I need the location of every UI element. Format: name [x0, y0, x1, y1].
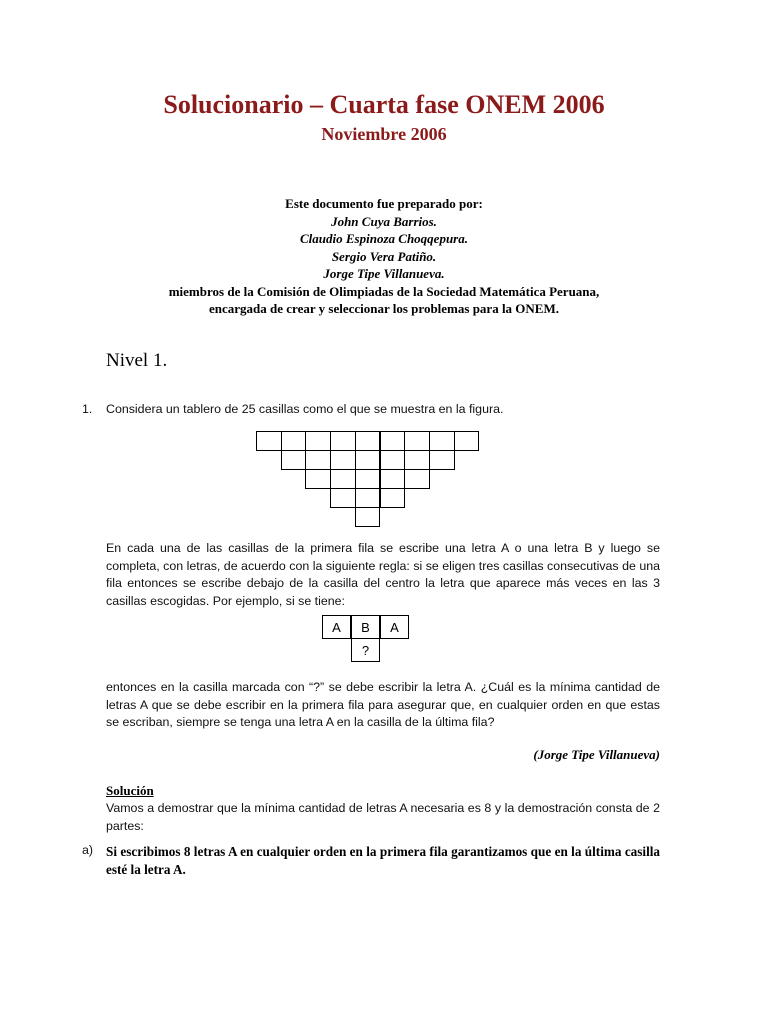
board-cell: [305, 469, 331, 489]
example-cell: B: [351, 615, 380, 639]
item-label: a): [82, 843, 94, 857]
board-cell: [454, 431, 480, 451]
board-cell: [404, 469, 430, 489]
item-text: Si escribimos 8 letras A en cualquier orden en la primera fila garantizamos que en la última casilla esté la letra A.: [106, 844, 660, 877]
board-cell: [355, 431, 381, 451]
problem-text: Considera un tablero de 25 casillas como el que se muestra en la figura.: [106, 402, 504, 416]
board-cell: [355, 450, 381, 470]
board-cell: [404, 450, 430, 470]
section-heading: Nivel 1.: [106, 350, 168, 371]
problem-number: 1.: [82, 402, 93, 416]
credits-intro: Este documento fue preparado por:: [285, 196, 483, 211]
author-name: John Cuya Barrios.: [331, 213, 437, 229]
rule-paragraph: En cada una de las casillas de la primera fila se escribe una letra A o una letra B y luego se completa, con letras, de acuerdo con la siguiente regla: si se eligen tres casillas consecutivas de una fila entonces se escribe debajo de la casilla del centro la letra que aparece más veces en las 3 casillas escogidas. Por ejemplo, si se tiene:: [106, 541, 660, 608]
board-cell: [281, 450, 307, 470]
board-cell: [429, 431, 455, 451]
solution-text: Vamos a demostrar que la mínima cantidad de letras A necesaria es 8 y la demostración consta de 2 partes:: [106, 801, 660, 833]
board-cell: [355, 469, 381, 489]
board-cell: [380, 488, 406, 508]
board-cell: [330, 431, 356, 451]
author-name: Claudio Espinoza Choqqepura.: [300, 231, 468, 246]
board-cell: [380, 469, 406, 489]
credits-block: [0, 195, 768, 318]
credits-line: miembros de la Comisión de Olimpiadas de la Sociedad Matemática Peruana,: [168, 283, 600, 299]
board-cell: [281, 431, 307, 451]
board-cell: [305, 450, 331, 470]
example-cell: A: [322, 615, 351, 639]
author-name: Sergio Vera Patiño.: [331, 248, 437, 264]
document-subtitle: Noviembre 2006: [321, 124, 447, 144]
example-question-cell: ?: [351, 638, 380, 662]
credits-line: encargada de crear y seleccionar los problemas para la ONEM.: [209, 301, 559, 316]
board-cell: [305, 431, 331, 451]
board-cell: [429, 450, 455, 470]
problem-author: (Jorge Tipe Villanueva): [533, 747, 660, 762]
board-cell: [330, 488, 356, 508]
board-cell: [330, 469, 356, 489]
board-cell: [256, 431, 282, 451]
board-cell: [380, 431, 406, 451]
document-title: Solucionario – Cuarta fase ONEM 2006: [163, 90, 605, 119]
board-cell: [355, 507, 381, 527]
solution-heading: Solución: [106, 783, 154, 798]
board-cell: [355, 488, 381, 508]
board-cell: [380, 450, 406, 470]
question-paragraph: entonces en la casilla marcada con “?” se debe escribir la letra A. ¿Cuál es la mínima cantidad de letras A que se debe escribir en la primera fila para asegurar que, en cualquier orden en que estas se escriban, siempre se tenga una letra A en la casilla de la última fila?: [106, 680, 660, 729]
board-cell: [330, 450, 356, 470]
board-cell: [404, 431, 430, 451]
example-cell: A: [380, 615, 409, 639]
author-name: Jorge Tipe Villanueva.: [323, 266, 445, 281]
